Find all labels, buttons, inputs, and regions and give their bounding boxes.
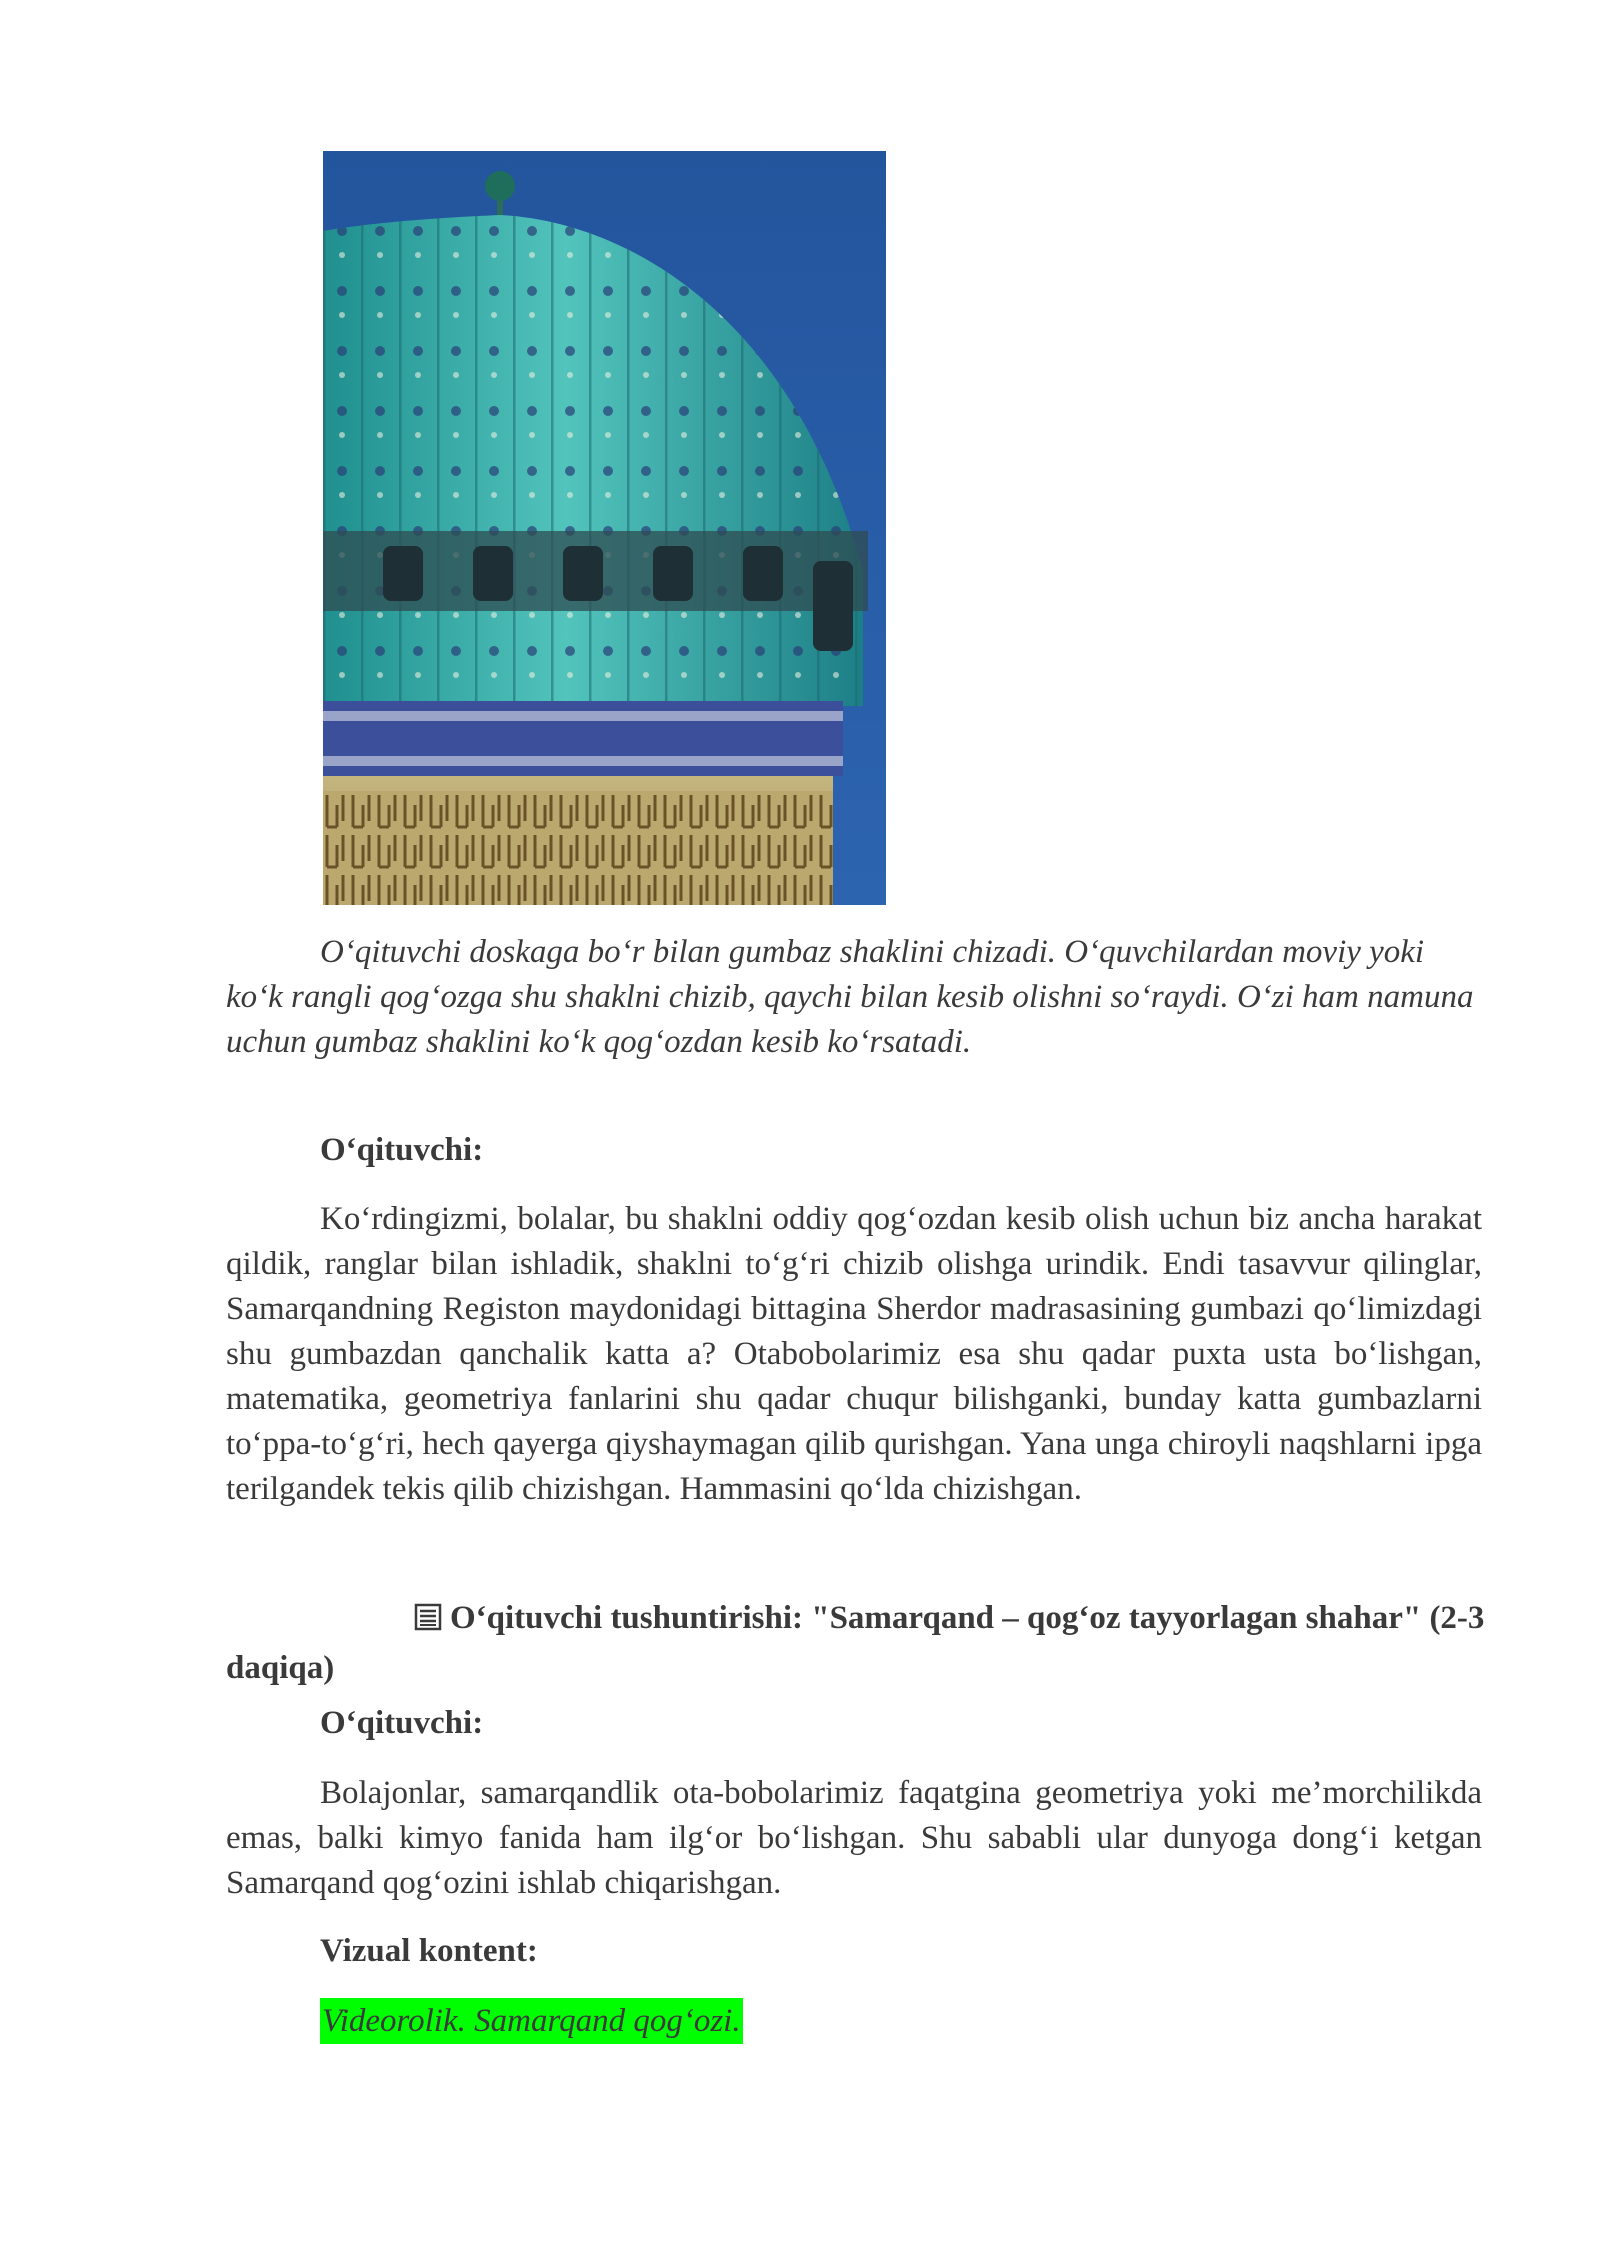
paragraph-text-2: Bolajonlar, samarqandlik ota-bobolarimiz faqatgina geometriya yoki me’morchilikda emas, balki kimyo fanida ham ilg‘or bo‘lishgan. Shu sababli ular dunyoga dong‘i ketgan Samarqand qog‘ozini ishlab chiqarishgan.: [226, 1775, 1482, 1901]
body-paragraph-1: [226, 1197, 1482, 1512]
video-highlight: Videorolik. Samarqand qog‘ozi.: [320, 1998, 743, 2044]
dome-photo: [323, 151, 886, 905]
body-paragraph-2: [226, 1771, 1482, 1906]
intro-paragraph: [226, 930, 1482, 1065]
document-icon: [320, 1593, 442, 1643]
speaker-label: O‘qituvchi:: [320, 1132, 484, 1168]
section-heading: [226, 1593, 1486, 1693]
visual-content-label: Vizual kontent:: [320, 1933, 538, 1969]
paragraph-text: Ko‘rdingizmi, bolalar, bu shaklni oddiy qog‘ozdan kesib olish uchun biz ancha harakat qildik, ranglar bilan ishladik, shaklni to‘g‘ri chizib olishga urindik. Endi tasavvur qilinglar, Samarqandning Registon maydonidagi bittagina Sherdor madrasasining gumbazi qo‘limizdagi shu gumbazdan qanchalik katta a? Otabobolarimiz esa shu qadar puxta usta bo‘lishgan, matematika, geometriya fanlarini shu qadar chuqur bilishganki, bunday katta gumbazlarni to‘ppa-to‘g‘ri, hech qayerga qiyshaymagan qilib qurishgan. Yana unga chiroyli naqshlarni ipga terilgandek tekis qilib chizishgan. Hammasini qo‘lda chizishgan.: [226, 1201, 1482, 1507]
intro-text: O‘qituvchi doskaga bo‘r bilan gumbaz shaklini chizadi. O‘quvchilardan moviy yoki ko‘k rangli qog‘ozga shu shaklni chizib, qaychi bilan kesib olishni so‘raydi. O‘zi ham namuna uchun gumbaz shaklini ko‘k qog‘ozdan kesib ko‘rsatadi.: [226, 934, 1474, 1060]
speaker-label-2: O‘qituvchi:: [320, 1705, 484, 1741]
section-title: O‘qituvchi tushuntirishi: "Samarqand – qog‘oz tayyorlagan shahar" (2-3 daqiqa): [226, 1600, 1485, 1686]
